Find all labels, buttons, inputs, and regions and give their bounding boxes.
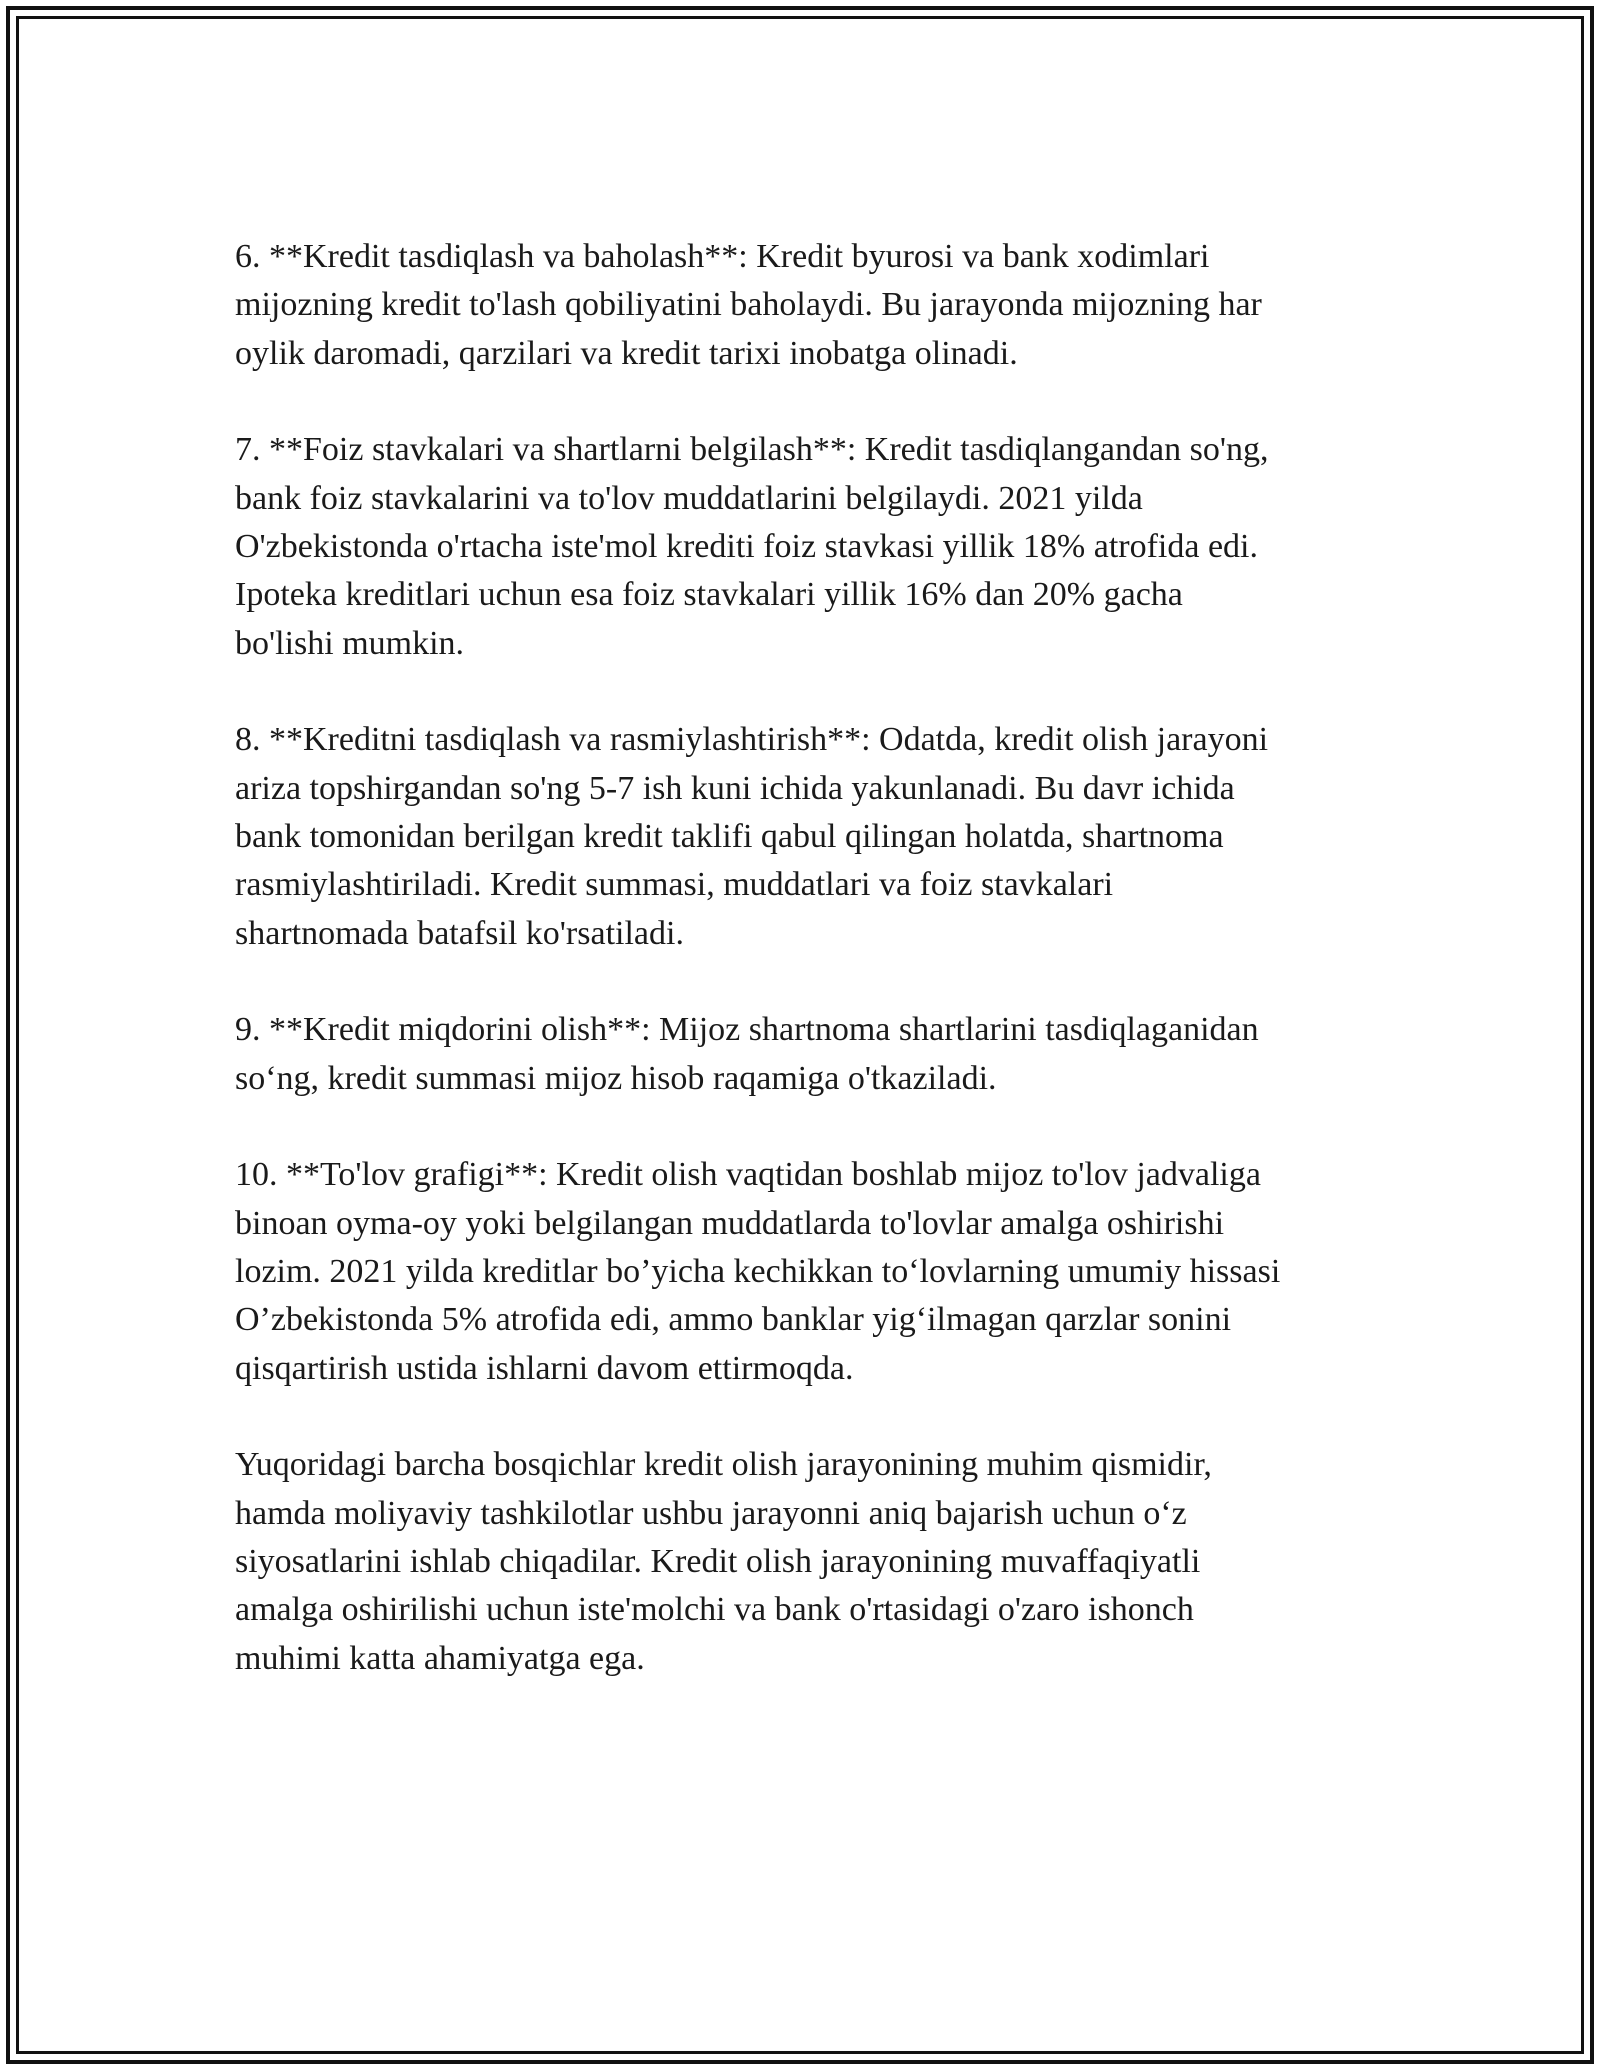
paragraph-step-8: 8. **Kreditni tasdiqlash va rasmiylashtirish**: Odatda, kredit olish jarayoni ariza topshirgandan so'ng 5-7 ish kuni ichida yakunlanadi. Bu davr ichida bank tomonidan berilgan kredit taklifi qabul qilingan holatda, shartnoma rasmiylashtiriladi. Kredit summasi, muddatlari va foiz stavkalari shartnomada batafsil ko'rsatiladi. <box>235 721 1269 952</box>
paragraph-step-6: 6. **Kredit tasdiqlash va baholash**: Kredit byurosi va bank xodimlari mijozning kredit to'lash qobiliyatini baholaydi. Bu jarayonda mijozning har oylik daromadi, qarzilari va kredit tarixi inobatga olinadi. <box>235 238 1262 372</box>
paragraph-step-7: 7. **Foiz stavkalari va shartlarni belgilash**: Kredit tasdiqlangandan so'ng, bank foiz stavkalarini va to'lov muddatlarini belgilaydi. 2021 yilda O'zbekistonda o'rtacha iste'mol krediti foiz stavkasi yillik 18% atrofida edi. Ipoteka kreditlari uchun esa foiz stavkalari yillik 16% dan 20% gacha bo'lishi mumkin. <box>235 431 1269 662</box>
document-body <box>235 233 1395 1683</box>
paragraph-step-10: 10. **To'lov grafigi**: Kredit olish vaqtidan boshlab mijoz to'lov jadvaliga binoan oyma-oy yoki belgilangan muddatlarda to'lovlar amalga oshirishi lozim. 2021 yilda kreditlar bo’yicha kechikkan to‘lovlarning umumiy hissasi O’zbekistonda 5% atrofida edi, ammo banklar yig‘ilmagan qarzlar sonini qisqartirish ustida ishlarni davom ettirmoqda. <box>235 1156 1281 1387</box>
paragraph-step-9: 9. **Kredit miqdorini olish**: Mijoz shartnoma shartlarini tasdiqlaganidan so‘ng, kredit summasi mijoz hisob raqamiga o'tkaziladi. <box>235 1011 1259 1097</box>
paragraph-conclusion: Yuqoridagi barcha bosqichlar kredit olish jarayonining muhim qismidir, hamda moliyaviy tashkilotlar ushbu jarayonni aniq bajarish uchun o‘z siyosatlarini ishlab chiqadilar. Kredit olish jarayonining muvaffaqiyatli amalga oshirilishi uchun iste'molchi va bank o'rtasidagi o'zaro ishonch muhimi katta ahamiyatga ega. <box>235 1446 1212 1677</box>
